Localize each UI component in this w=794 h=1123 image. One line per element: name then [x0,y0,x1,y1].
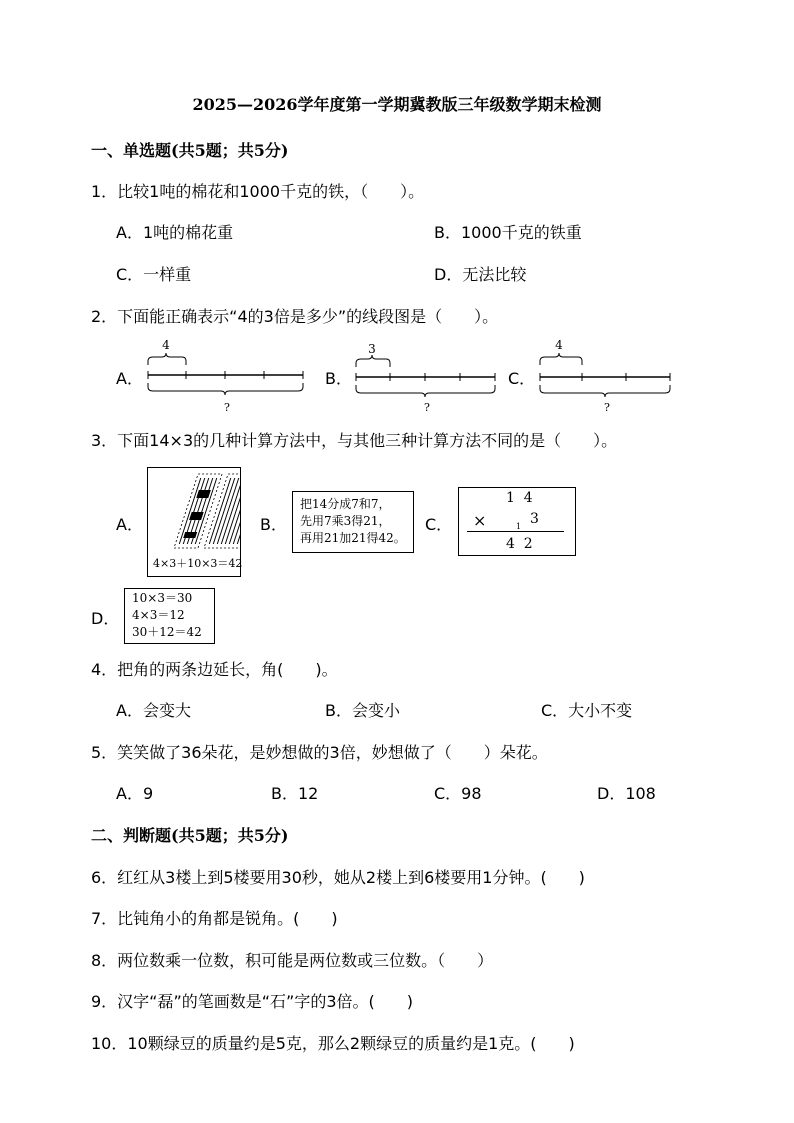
question-5-stem: 5．笑笑做了36朵花，是妙想做的3倍，妙想做了（ ）朵花。 [91,743,548,762]
multiplier: 3 [530,511,539,527]
question-10-stem: 10．10颗绿豆的质量约是5克，那么2颗绿豆的质量约是1克。( ) [91,1034,575,1053]
option-d-line-1: 10×3＝30 [132,591,193,605]
question-1-option-a[interactable]: A．1吨的棉花重 [116,223,234,242]
question-3-label-b[interactable]: B． [260,515,287,534]
question-1-option-b[interactable]: B．1000千克的铁重 [434,223,582,242]
option-d-line-3: 30＋12＝42 [132,625,202,639]
question-6-stem: 6．红红从3楼上到5楼要用30秒，她从2楼上到6楼要用1分钟。( ) [91,868,585,887]
question-2-label-c[interactable]: C． [508,369,536,388]
times-sign: × [473,511,487,530]
option-a-caption: 4×3＋10×3＝42 [153,557,243,570]
product: 4 2 [506,536,533,552]
stick-bundles-figure [148,468,240,552]
question-1-stem: 1．比较1吨的棉花和1000千克的铁，（ ）。 [91,182,425,201]
diagram-a-bottom-label: ? [224,401,230,414]
question-1-option-d[interactable]: D．无法比较 [434,265,527,284]
question-3-label-a[interactable]: A． [116,515,143,534]
question-5-option-b[interactable]: B．12 [271,784,319,803]
question-2-label-a[interactable]: A． [116,369,143,388]
option-d-line-2: 4×3＝12 [132,608,185,622]
diagram-c-bottom-label: ? [604,401,610,414]
question-7-stem: 7．比钝角小的角都是锐角。( ) [91,909,338,928]
question-4-option-a[interactable]: A．会变大 [116,701,191,720]
option-b-box [292,491,414,553]
carry-digit: 1 [516,522,522,531]
question-4-stem: 4．把角的两条边延长，角( )。 [91,660,338,679]
option-b-line-2: 先用7乘3得21， [300,514,391,528]
question-5-option-c[interactable]: C．98 [434,784,482,803]
question-1-option-c[interactable]: C．一样重 [116,265,192,284]
question-3-label-c[interactable]: C． [425,515,453,534]
question-8-stem: 8．两位数乘一位数，积可能是两位数或三位数。（ ） [91,951,494,970]
diagram-a-top-label: 4 [162,338,170,352]
option-d-box [124,588,215,644]
question-3-label-d[interactable]: D． [91,609,120,628]
segment-diagram-c [537,337,674,417]
multiplicand: 1 4 [506,490,533,506]
question-9-stem: 9．汉字“磊”的笔画数是“石”字的3倍。( ) [91,992,414,1011]
question-4-option-c[interactable]: C．大小不变 [541,701,633,720]
question-3-stem: 3．下面14×3的几种计算方法中，与其他三种计算方法不同的是（ ）。 [91,431,618,450]
segment-diagram-b [353,337,499,417]
option-a-figure [147,467,241,577]
section-heading-true-false: 二、判断题(共5题；共5分) [91,826,289,845]
option-c-vertical-multiplication [458,487,576,556]
segment-diagram-a [145,337,307,417]
section-heading-single-choice: 一、单选题(共5题；共5分) [91,141,289,160]
diagram-b-bottom-label: ? [424,401,430,414]
option-b-line-1: 把14分成7和7， [300,497,391,511]
question-2-stem: 2．下面能正确表示“4的3倍是多少”的线段图是（ ）。 [91,307,499,326]
option-b-line-3: 再用21加21得42。 [300,531,406,545]
question-5-option-d[interactable]: D．108 [597,784,656,803]
page-title: 2025—2026学年度第一学期冀教版三年级数学期末检测 [192,95,602,114]
question-2-label-b[interactable]: B． [325,369,352,388]
diagram-c-top-label: 4 [555,338,563,352]
question-5-option-a[interactable]: A．9 [116,784,154,803]
diagram-b-top-label: 3 [368,342,376,356]
result-line [467,531,564,532]
question-4-option-b[interactable]: B．会变小 [325,701,400,720]
